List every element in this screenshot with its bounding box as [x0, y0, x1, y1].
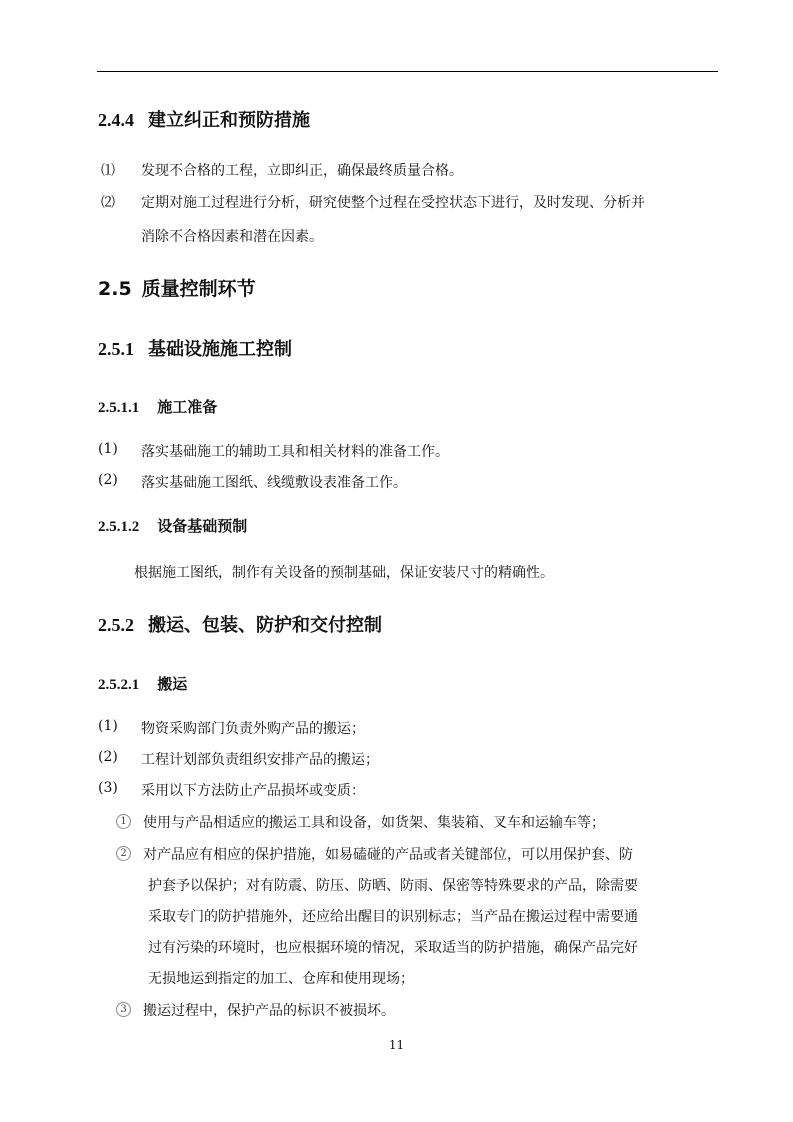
- heading-number: 2.4.4: [98, 110, 134, 130]
- heading-title: 基础设施施工控制: [148, 339, 292, 360]
- sub-item-text-continued: 采取专门的防护措施外，还应给出醒目的识别标志；当产品在搬运过程中需要通: [148, 909, 638, 925]
- heading-number: 2.5.2.1: [98, 677, 140, 693]
- sub-item-text: 使用与产品相适应的搬运工具和设备，如货架、集装箱、叉车和运输车等；: [143, 815, 605, 831]
- heading-2-5-1: [98, 335, 292, 361]
- list-item-text: 落实基础施工的辅助工具和相关材料的准备工作。: [141, 444, 449, 460]
- heading-number: 2.5: [98, 278, 132, 300]
- circled-marker: 1: [116, 814, 131, 829]
- list-marker: (3): [98, 780, 118, 796]
- list-marker: ⑵: [101, 195, 115, 211]
- sub-item-text: 对产品应有相应的保护措施，如易磕碰的产品或者关键部位，可以用保护套、防: [143, 847, 633, 863]
- list-marker: (1): [98, 718, 118, 734]
- heading-title: 搬运、包装、防护和交付控制: [148, 615, 382, 636]
- heading-title: 设备基础预制: [157, 517, 248, 535]
- header-rule: [97, 71, 718, 72]
- heading-title: 搬运: [157, 675, 188, 693]
- heading-title: 施工准备: [157, 398, 218, 416]
- list-item-text: 物资采购部门负责外购产品的搬运；: [141, 721, 365, 737]
- list-item-text: 采用以下方法防止产品损坏或变质：: [141, 783, 365, 799]
- heading-2-5-2-1: [98, 673, 187, 694]
- heading-2-5-1-1: [98, 396, 217, 417]
- list-item-text: 落实基础施工图纸、线缆敷设表准备工作。: [141, 475, 407, 491]
- list-marker: (1): [98, 441, 118, 457]
- heading-number: 2.5.1.2: [98, 519, 140, 535]
- list-marker: (2): [98, 472, 118, 488]
- heading-title: 建立纠正和预防措施: [148, 110, 310, 131]
- heading-2-5-1-2: [98, 515, 247, 536]
- sub-item-text-continued: 护套予以保护；对有防震、防压、防晒、防雨、保密等特殊要求的产品，除需要: [148, 878, 638, 894]
- sub-item-text: 搬运过程中，保护产品的标识不被损坏。: [143, 1003, 395, 1019]
- sub-item-text-continued: 无损地运到指定的加工、仓库和使用现场；: [148, 971, 414, 987]
- circled-marker: 3: [116, 1002, 131, 1017]
- list-marker: ⑴: [101, 163, 115, 179]
- heading-number: 2.5.1: [98, 339, 134, 359]
- list-item-text: 定期对施工过程进行分析，研究使整个过程在受控状态下进行，及时发现、分析并: [141, 195, 645, 211]
- list-marker: (2): [98, 749, 118, 765]
- list-item-text: 工程计划部负责组织安排产品的搬运；: [141, 752, 379, 768]
- list-item-text: 发现不合格的工程，立即纠正，确保最终质量合格。: [141, 163, 463, 179]
- heading-2-5: [98, 274, 256, 301]
- sub-item-text-continued: 过有污染的环境时，也应根据环境的情况，采取适当的防护措施，确保产品完好: [148, 940, 638, 956]
- heading-title: 质量控制环节: [141, 278, 256, 300]
- heading-2-4-4: [98, 106, 310, 132]
- heading-2-5-2: [98, 611, 382, 637]
- heading-number: 2.5.2: [98, 615, 134, 635]
- list-item-text-continued: 消除不合格因素和潜在因素。: [141, 229, 323, 245]
- heading-number: 2.5.1.1: [98, 400, 140, 416]
- page-number: 11: [388, 1038, 405, 1052]
- circled-marker: 2: [116, 846, 131, 861]
- paragraph: 根据施工图纸，制作有关设备的预制基础，保证安装尺寸的精确性。: [134, 565, 554, 581]
